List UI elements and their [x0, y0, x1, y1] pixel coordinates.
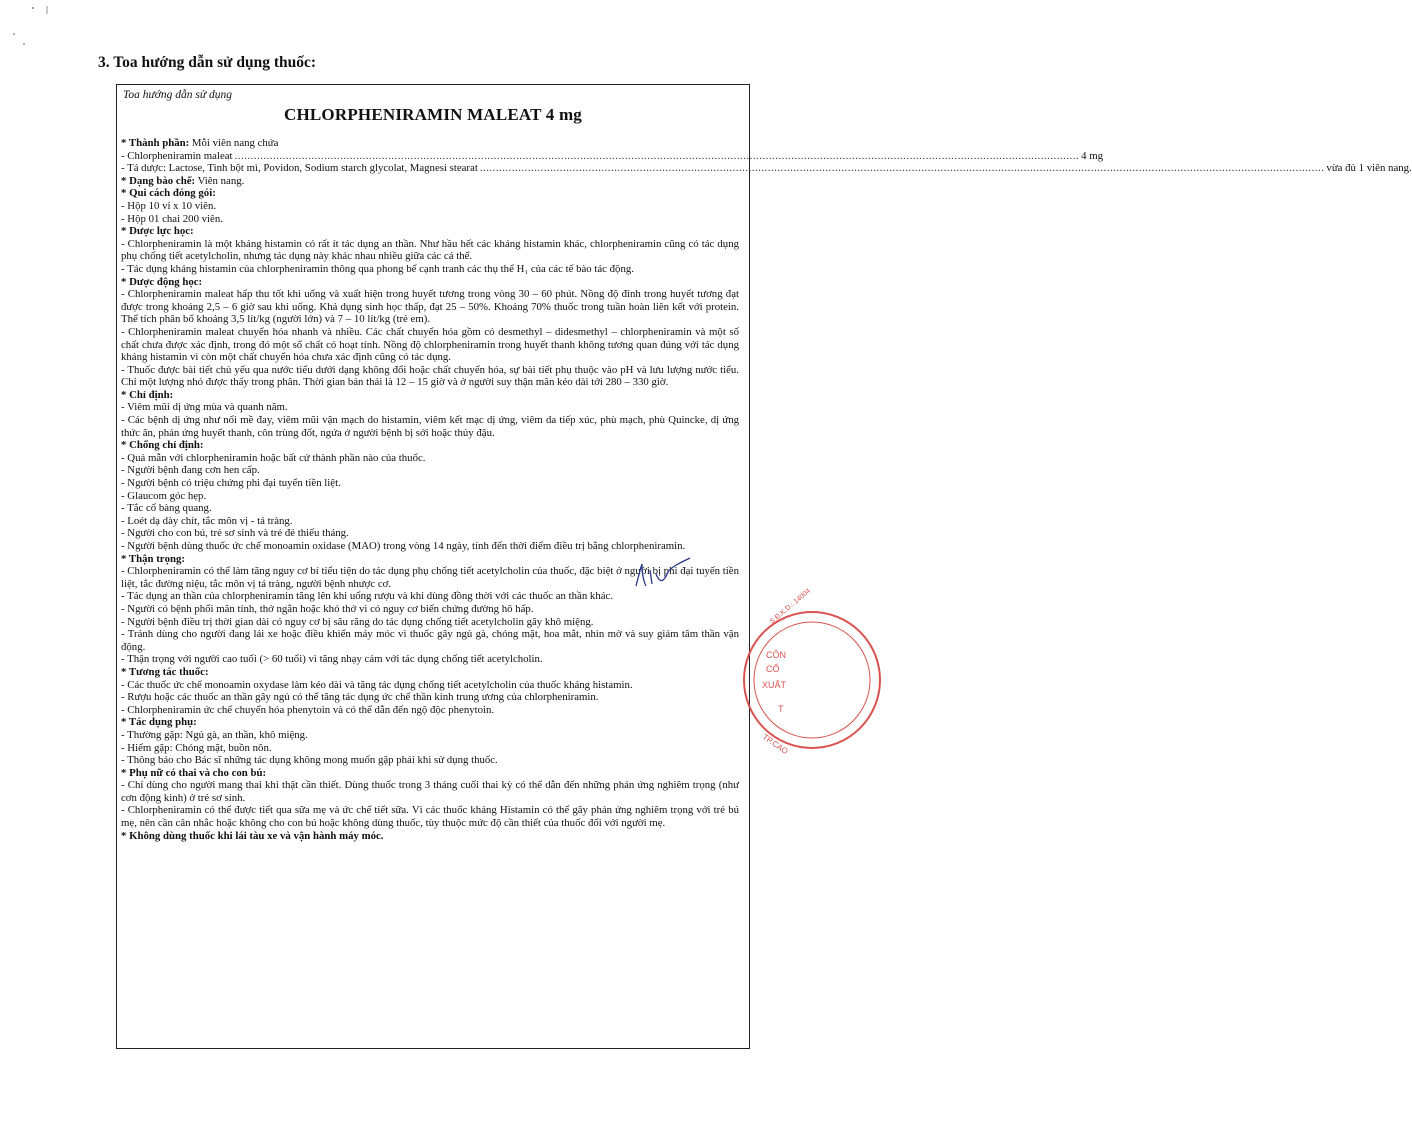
section-line: - Loét dạ dày chít, tắc môn vị - tá tràng.	[121, 514, 293, 527]
ingredient-name: - Tá dược: Lactose, Tinh bột mì, Povidon, Sodium starch glycolat, Magnesi stearat	[121, 162, 478, 175]
section-title: * Tương tác thuốc:	[121, 665, 209, 678]
dot-leader	[480, 162, 1325, 175]
section-heading-line	[121, 439, 739, 452]
section-line: - Chlorpheniramin có thể làm tăng nguy cơ bí tiểu tiện do tác dụng phụ chống tiết acetylcholin của thuốc, đặc biệt ở người bị phì đại tuyến tiền liệt, tắc đường niệu, tắc môn vị tá tràng, người bệnh nhược cơ.	[121, 565, 739, 590]
section-line: - Người bệnh điều trị thời gian dài có nguy cơ bị sâu răng do tác dụng chống tiết acetylcholin gây khô miệng.	[121, 615, 594, 628]
section-title: * Thành phần:	[121, 137, 190, 149]
section-line: - Các bệnh dị ứng như nổi mề đay, viêm mũi vận mạch do histamin, viêm kết mạc dị ứng, viêm da tiếp xúc, phù mạch, phù Quincke, dị ứng thức ăn, phản ứng huyết thanh, côn trùng đốt, ngứa ở người bệnh bị sởi hoặc thủy đậu.	[121, 414, 739, 439]
product-title: CHLORPHENIRAMIN MALEAT 4 mg	[283, 105, 583, 124]
section-line: - Glaucom góc hẹp.	[121, 489, 207, 502]
section-line: - Hộp 01 chai 200 viên.	[121, 212, 223, 225]
ingredient-amount: vừa đủ 1 viên nang.	[1326, 162, 1412, 175]
section-title: * Dược động học:	[121, 275, 203, 288]
section-heading-line	[121, 276, 739, 289]
section-line: - Các thuốc ức chế monoamin oxydase làm kéo dài và tăng tác dụng chống tiết acetylcholin của thuốc kháng histamin.	[121, 678, 633, 691]
svg-text:TP.CAO: TP.CAO	[760, 732, 790, 757]
svg-text:S.Đ.K.D.: 14004: S.Đ.K.D.: 14004	[768, 587, 813, 626]
ingredient-line	[121, 162, 1412, 175]
section-line: - Thuốc được bài tiết chủ yếu qua nước tiểu dưới dạng không đổi hoặc chất chuyển hóa, sự bài tiết phụ thuộc vào pH và lưu lượng nước tiểu. Chỉ một lượng nhỏ được thấy trong phân. Thời gian bán thải là 12 – 15 giờ và ở người suy thận mãn kéo dài tới 280 – 330 giờ.	[121, 363, 739, 389]
company-stamp	[742, 587, 813, 760]
section-line: - Chlorpheniramin là một kháng histamin có rất ít tác dụng an thần. Như hầu hết các kháng histamin khác, chlorpheniramin cũng có tác dụng phụ chống tiết acetylcholin, nhưng tác dụng này khác nhau nhiều giữa các cá thể.	[121, 237, 739, 263]
section-line: - Quá mẫn với chlorpheniramin hoặc bất cứ thành phần nào của thuốc.	[121, 451, 426, 464]
section-heading-line	[121, 389, 739, 402]
section-heading-line	[121, 225, 739, 238]
section-line: - Chỉ dùng cho người mang thai khi thật cần thiết. Dùng thuốc trong 3 tháng cuối thai kỳ có thể dẫn đến những phản ứng nghiêm trọng (như cơn động kinh) ở trẻ sơ sinh.	[121, 779, 739, 804]
scan-specks	[0, 0, 60, 50]
section-heading-line	[121, 767, 739, 780]
section-title: * Chỉ định:	[121, 388, 174, 401]
section-title-tail: Viên nang.	[195, 174, 245, 187]
section-line: - Người có bệnh phổi mãn tính, thở ngắn hoặc khó thở vì có nguy cơ biến chứng đường hô hấp.	[121, 602, 534, 615]
insert-label: Toa hướng dẫn sử dụng	[123, 89, 232, 101]
svg-text:XUẤT: XUẤT	[762, 680, 787, 690]
svg-text:T: T	[778, 704, 784, 714]
section-line: - Người cho con bú, trẻ sơ sinh và trẻ đẻ thiếu tháng.	[121, 527, 349, 540]
section-line: - Người bệnh dùng thuốc ức chế monoamin oxidase (MAO) trong vòng 14 ngày, tính đến thời điểm điều trị bằng chlorpheniramin.	[121, 540, 686, 552]
section-line: - Hộp 10 vỉ x 10 viên.	[121, 199, 217, 212]
section-line: - Người bệnh có triệu chứng phì đại tuyến tiền liệt.	[121, 477, 341, 490]
section-title-tail: Mỗi viên nang chứa	[189, 137, 279, 149]
ingredient-line	[121, 149, 1104, 163]
section-line: - Hiếm gặp: Chóng mặt, buồn nôn.	[121, 741, 272, 754]
section-title: * Thận trọng:	[121, 552, 185, 565]
section-title: * Dạng bào chế:	[121, 174, 196, 187]
section-heading-line	[121, 830, 739, 843]
section-line: - Thường gặp: Ngủ gà, an thần, khô miệng.	[121, 728, 308, 741]
ingredient-amount: 4 mg	[1081, 149, 1104, 162]
section-line: - Tránh dùng cho người đang lái xe hoặc điều khiển máy móc vì thuốc gây ngủ gà, chóng mặt, hoa mắt, nhìn mờ và suy giảm tâm thần vận động.	[121, 628, 739, 653]
section-heading-line	[121, 137, 739, 150]
section-line: - Người bệnh đang cơn hen cấp.	[121, 464, 260, 477]
svg-text:CÔN: CÔN	[766, 650, 786, 660]
section-heading: 3. Toa hướng dẫn sử dụng thuốc:	[98, 54, 317, 71]
section-title: * Không dùng thuốc khi lái tàu xe và vận hành máy móc.	[121, 829, 384, 842]
ingredient-name: - Chlorpheniramin maleat	[121, 149, 233, 162]
section-line: - Viêm mũi dị ứng mùa và quanh năm.	[121, 401, 288, 414]
section-title: * Dược lực học:	[121, 225, 194, 238]
section-line: - Thông báo cho Bác sĩ những tác dụng không mong muốn gặp phải khi sử dụng thuốc.	[121, 754, 498, 767]
svg-text:CỔ: CỔ	[766, 664, 780, 674]
section-line: - Tác dụng an thần của chlorpheniramin tăng lên khi uống rượu và khi dùng đồng thời với các thuốc an thần khác.	[121, 590, 614, 603]
section-line: - Chlorpheniramin ức chế chuyển hóa phenytoin và có thể dẫn đến ngộ độc phenytoin.	[121, 703, 495, 716]
section-line: - Rượu hoặc các thuốc an thần gây ngủ có thể tăng tác dụng ức chế thần kinh trung ương của chlorpheniramin.	[121, 691, 599, 704]
signature-mark	[632, 556, 692, 596]
section-line: - Tắc cổ bàng quang.	[121, 502, 212, 515]
section-line: - Chlorpheniramin có thể được tiết qua sữa mẹ và ức chế tiết sữa. Vì các thuốc kháng Histamin có thể gây phản ứng nghiêm trọng với trẻ bú mẹ, nên cần cân nhắc hoặc không cho con bú hoặc không dùng thuốc, tùy thuộc mức độ cần thiết của thuốc đối với người mẹ.	[121, 804, 739, 830]
section-heading-line	[121, 175, 739, 188]
section-line: - Thận trọng với người cao tuổi (> 60 tuổi) vì tăng nhạy cảm với tác dụng chống tiết acetylcholin.	[121, 653, 543, 666]
section-line: - Chlorpheniramin maleat hấp thu tốt khi uống và xuất hiện trong huyết tương trong vòng 30 – 60 phút. Nồng độ đỉnh trong huyết tương đạt được trong khoảng 2,5 – 6 giờ sau khi uống. Khả dụng sinh học thấp, đạt 25 – 50%. Khoảng 70% thuốc trong tuần hoàn liên kết với protein. Thể tích phân bố khoảng 3,5 lít/kg (người lớn) và 7 – 10 lít/kg (trẻ em).	[121, 288, 739, 326]
section-line: - Chlorpheniramin maleat chuyển hóa nhanh và nhiều. Các chất chuyển hóa gồm có desmethyl – didesmethyl – chlorpheniramin và một số chất chưa được xác định, trong đó một số chất có hoạt tính. Nồng độ chlorpheniramin trong huyết thanh không tương quan đúng với tác dụng kháng histamin vì còn một chất chuyển hóa chưa xác định cũng có tác dụng.	[121, 325, 739, 364]
section-title: * Phụ nữ có thai và cho con bú:	[121, 766, 267, 779]
section-heading-line	[121, 187, 739, 200]
section-title: * Qui cách đóng gói:	[121, 187, 216, 200]
section-heading-line	[121, 666, 739, 679]
section-title: * Chống chỉ định:	[121, 439, 204, 452]
section-heading-line	[121, 716, 739, 729]
dot-leader	[235, 150, 1080, 163]
section-title: * Tác dụng phụ:	[121, 716, 197, 729]
section-line: - Tác dụng kháng histamin của chlorpheniramin thông qua phong bế cạnh tranh các thụ thể H₁ của các tế bào tác động.	[121, 262, 634, 275]
